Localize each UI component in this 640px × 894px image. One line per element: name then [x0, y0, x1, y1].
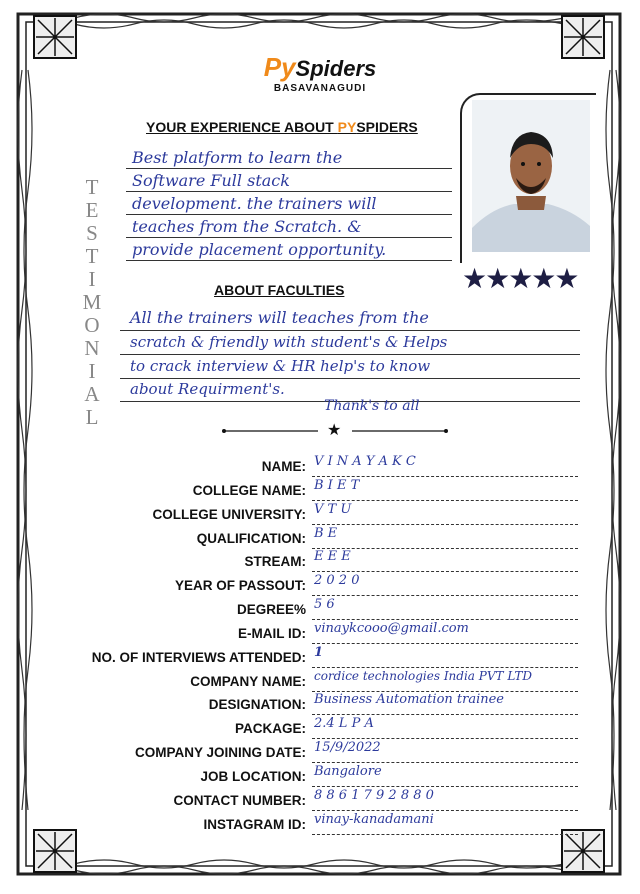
field-label: JOB LOCATION:	[200, 769, 306, 784]
field-label: COMPANY NAME:	[190, 674, 306, 689]
experience-line: Software Full stack	[132, 171, 290, 190]
faculties-line: scratch & friendly with student's & Helps	[130, 333, 448, 351]
side-letter: I	[88, 359, 96, 383]
field-label: INSTAGRAM ID:	[203, 817, 306, 832]
field-label: COLLEGE UNIVERSITY:	[152, 507, 306, 522]
pyspiders-logo	[0, 52, 640, 94]
faculties-heading: ABOUT FACULTIES	[214, 282, 345, 298]
degree-percent-value: 5 6	[314, 597, 335, 612]
side-letter: L	[85, 405, 99, 429]
experience-line: development. the trainers will	[132, 194, 377, 213]
faculties-line: about Requirment's.	[130, 380, 285, 398]
logo-spiders: Spiders	[295, 56, 377, 81]
company-name-value: cordice technologies India PVT LTD	[314, 669, 532, 683]
field-label: STREAM:	[244, 554, 306, 569]
side-letter: E	[85, 198, 99, 222]
side-letter: S	[86, 221, 98, 245]
joining-date-value: 15/9/2022	[314, 740, 381, 755]
passout-value: 2 0 2 0	[314, 573, 360, 588]
side-letter: N	[84, 336, 100, 360]
experience-line: provide placement opportunity.	[132, 240, 387, 259]
package-value: 2.4 L P A	[314, 716, 374, 731]
field-label: NAME:	[261, 459, 306, 474]
side-letter: T	[85, 244, 99, 268]
job-location-value: Bangalore	[314, 764, 382, 779]
contact-number-value: 8 8 6 1 7 9 2 8 8 0	[314, 788, 434, 803]
testimonial-side-label	[80, 176, 104, 429]
name-value: V I N A Y A K C	[314, 454, 416, 469]
field-label: QUALIFICATION:	[196, 531, 306, 546]
instagram-id-value: vinay-kanadamani	[314, 812, 434, 827]
field-label: NO. OF INTERVIEWS ATTENDED:	[91, 650, 306, 665]
side-letter: O	[84, 313, 100, 337]
side-letter: T	[85, 175, 99, 199]
side-letter: M	[82, 290, 102, 314]
field-label: YEAR OF PASSOUT:	[174, 578, 306, 593]
interviews-value: 1	[314, 645, 324, 660]
designation-value: Business Automation trainee	[314, 692, 505, 707]
email-value: vinaykcooo@gmail.com	[314, 621, 469, 636]
side-letter: I	[88, 267, 96, 291]
field-label: CONTACT NUMBER:	[173, 793, 306, 808]
heading-accent: PY	[337, 119, 357, 135]
faculties-line: All the trainers will teaches from the	[130, 308, 429, 327]
heading-suffix: SPIDERS	[356, 119, 418, 135]
divider-star-icon: ★	[327, 422, 342, 439]
field-label: COLLEGE NAME:	[192, 483, 306, 498]
faculties-line: Thank's to all	[324, 398, 420, 414]
field-label: DESIGNATION:	[208, 697, 306, 712]
experience-line: Best platform to learn the	[132, 148, 343, 167]
field-label: COMPANY JOINING DATE:	[134, 745, 306, 760]
logo-py: Py	[263, 52, 296, 82]
college-name-value: B I E T	[314, 478, 360, 493]
experience-heading	[146, 119, 418, 135]
field-label: E-MAIL ID:	[238, 626, 306, 641]
qualification-value: B E	[314, 526, 338, 541]
rating-stars: ★★★★★	[462, 263, 578, 294]
branch-name: BASAVANAGUDI	[273, 83, 367, 94]
field-label: DEGREE%	[236, 602, 306, 617]
stream-value: E E E	[314, 549, 351, 564]
heading-prefix: YOUR EXPERIENCE ABOUT	[146, 119, 338, 135]
side-letter: A	[84, 382, 100, 406]
faculties-line: to crack interview & HR help's to know	[130, 357, 431, 375]
section-divider	[222, 424, 448, 438]
university-value: V T U	[314, 502, 352, 517]
experience-line: teaches from the Scratch. &	[132, 217, 362, 236]
student-photo	[472, 100, 590, 252]
field-label: PACKAGE:	[234, 721, 306, 736]
